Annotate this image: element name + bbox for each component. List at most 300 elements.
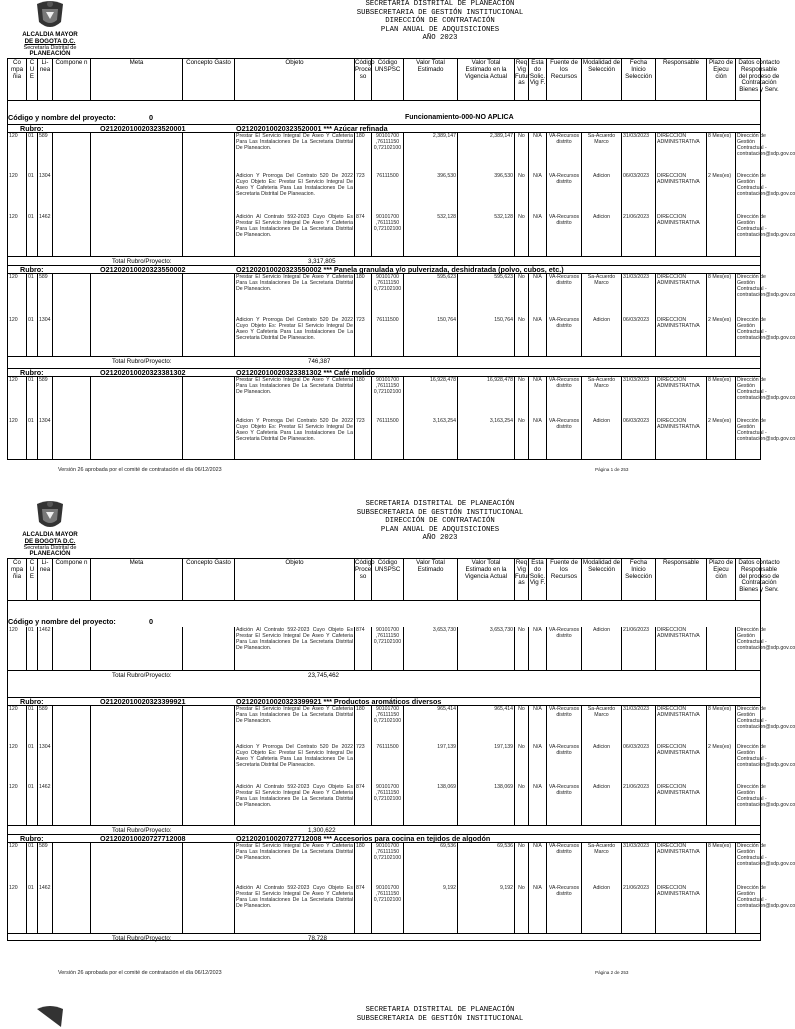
cell-fecha-inicio: 21/06/2023: [623, 627, 649, 633]
column-rule: [354, 173, 355, 214]
column-header-compania: Co mpa ñia: [8, 59, 27, 100]
cell-linea: 1304: [39, 418, 51, 424]
column-header-row: [7, 58, 780, 101]
cell-plazo: 8 Mes(es): [708, 274, 732, 280]
cell-estado-solic: N/A: [533, 418, 542, 424]
report-title-block: [160, 0, 720, 43]
column-rule: [52, 377, 53, 418]
column-rule: [581, 744, 582, 784]
cell-responsable: DIRECCION ADMINISTRATIVA: [657, 214, 700, 226]
bogota-logo: [6, 500, 94, 558]
rubro-header: [8, 265, 760, 274]
cell-codigo-unspsc: 90101700 ,76111150 0,72102100: [373, 274, 402, 292]
cell-fecha-inicio: 21/06/2023: [623, 885, 649, 891]
column-rule: [234, 214, 235, 256]
rubro-header: [8, 697, 760, 706]
column-rule: [90, 885, 91, 933]
cell-plazo: 2 Mes(es): [708, 418, 732, 424]
cell-compania: 120: [9, 133, 18, 139]
cell-estado-solic: N/A: [533, 784, 542, 790]
project-name: Funcionamiento-000-NO APLICA: [405, 114, 514, 121]
cell-modalidad: Adicion: [592, 173, 610, 179]
cell-codigo-proceso: 874: [356, 214, 365, 220]
logo-line-4: PLANEACIÓN: [29, 50, 71, 57]
rubro-header: [8, 124, 760, 133]
column-rule: [621, 274, 622, 317]
cell-valor-vigencia: 2,389,147: [489, 133, 513, 139]
cell-valor-vigencia: 396,530: [494, 173, 513, 179]
cell-fecha-inicio: 21/06/2023: [623, 214, 649, 220]
column-rule: [528, 317, 529, 356]
cell-codigo-unspsc: 90101700 ,76111150 0,72102100: [373, 843, 402, 861]
column-rule: [90, 133, 91, 173]
column-rule: [735, 214, 736, 256]
column-rule: [457, 317, 458, 356]
table-row: [8, 843, 795, 885]
table-row: [8, 744, 795, 784]
column-header-linea: Li- nea: [38, 59, 53, 100]
column-header-codigo-proceso: Código Proce so: [355, 559, 372, 600]
rubro-code: O21202010020323550002: [100, 265, 186, 274]
total-label: Total Rubro/Proyecto:: [112, 935, 172, 942]
cell-req-vig-futuras: No: [518, 885, 525, 891]
cell-req-vig-futuras: No: [518, 784, 525, 790]
column-rule: [26, 133, 27, 173]
cell-valor-total: 532,128: [437, 214, 456, 220]
cell-responsable: DIRECCION ADMINISTRATIVA: [657, 706, 700, 718]
report-title-block: [160, 500, 720, 543]
column-rule: [706, 377, 707, 418]
column-rule: [581, 274, 582, 317]
column-rule: [182, 317, 183, 356]
column-header-datos-contacto: Datos contacto Responsable del proceso de Contratación Bienes y Serv.: [738, 559, 780, 594]
cell-cue: 01: [28, 706, 34, 712]
cell-valor-total: 9,192: [443, 885, 456, 891]
column-rule: [90, 274, 91, 317]
column-rule: [581, 784, 582, 825]
column-header-codigo-proceso: Código Proce so: [355, 59, 372, 100]
cell-estado-solic: N/A: [533, 885, 542, 891]
cell-valor-vigencia: 16,928,478: [487, 377, 513, 383]
column-rule: [457, 173, 458, 214]
column-rule: [621, 627, 622, 670]
column-header-plazo: Plazo de Ejecu ción: [707, 59, 736, 100]
column-rule: [37, 133, 38, 173]
column-rule: [706, 627, 707, 670]
column-rule: [546, 744, 547, 784]
cell-datos-contacto: Dirección de Gestión Contractual - contratacion@sdp.gov.co: [737, 418, 795, 442]
column-rule: [52, 418, 53, 460]
column-rule: [655, 173, 656, 214]
cell-codigo-proceso: 723: [356, 744, 365, 750]
total-label: Total Rubro/Proyecto:: [112, 827, 172, 834]
column-header-codigo-unspsc: Código UNSPSC: [372, 59, 404, 100]
cell-valor-total: 138,069: [437, 784, 456, 790]
title-line: SUBSECRETARIA DE GESTIÓN INSTITUCIONAL: [356, 508, 524, 517]
column-rule: [706, 317, 707, 356]
rubro-header: [8, 834, 760, 843]
column-rule: [371, 274, 372, 317]
column-rule: [528, 418, 529, 460]
cell-codigo-unspsc: 76111500: [376, 744, 399, 750]
cell-modalidad: Adicion: [592, 418, 610, 424]
cell-req-vig-futuras: No: [518, 173, 525, 179]
column-rule: [735, 317, 736, 356]
bogota-logo: [6, 0, 94, 58]
cell-linea: 1462: [39, 214, 51, 220]
column-rule: [371, 317, 372, 356]
coat-of-arms-icon: [33, 500, 67, 532]
column-rule: [52, 885, 53, 933]
column-rule: [546, 173, 547, 214]
cell-fecha-inicio: 31/03/2023: [623, 843, 649, 849]
column-rule: [655, 843, 656, 885]
column-rule: [90, 173, 91, 214]
column-rule: [706, 843, 707, 885]
cell-fuente: VA-Recursos distrito: [548, 843, 580, 855]
column-rule: [655, 706, 656, 744]
column-rule: [371, 744, 372, 784]
column-header-estado-solic: Esta do Solic. Vig F.: [529, 559, 547, 600]
column-rule: [52, 274, 53, 317]
column-rule: [546, 784, 547, 825]
column-rule: [234, 627, 235, 670]
column-rule: [581, 627, 582, 670]
cell-valor-total: 3,163,254: [432, 418, 456, 424]
cell-codigo-unspsc: 90101700 ,76111150 0,72102100: [373, 706, 402, 724]
cell-compania: 120: [9, 418, 18, 424]
column-rule: [621, 377, 622, 418]
cell-responsable: DIRECCION ADMINISTRATIVA: [657, 133, 700, 145]
column-rule: [26, 843, 27, 885]
cell-valor-vigencia: 3,163,254: [489, 418, 513, 424]
column-rule: [528, 133, 529, 173]
column-rule: [735, 627, 736, 670]
column-rule: [546, 274, 547, 317]
column-rule: [457, 706, 458, 744]
cell-fecha-inicio: 31/03/2023: [623, 706, 649, 712]
rubro-header: [8, 368, 760, 377]
cell-codigo-unspsc: 90101700 ,76111150 0,72102100: [373, 377, 402, 395]
column-rule: [621, 133, 622, 173]
column-rule: [354, 627, 355, 670]
column-rule: [514, 274, 515, 317]
column-rule: [621, 317, 622, 356]
column-rule: [706, 214, 707, 256]
cell-valor-total: 3,653,730: [432, 627, 456, 633]
cell-objeto: Adicion Y Prorroga Del Contrato 520 De 2022 Cuyo Objeto Es: Prestar El Servicio Integral De Aseo Y Cafeteria Para Las Instalaciones De La Secretaria Distrital De Planeacion.: [236, 173, 353, 197]
column-rule: [26, 274, 27, 317]
column-rule: [52, 133, 53, 173]
cell-valor-vigencia: 69,536: [497, 843, 513, 849]
column-rule: [514, 418, 515, 460]
rubro-code: O21202010020323520001: [100, 124, 186, 133]
column-rule: [90, 706, 91, 744]
column-rule: [457, 627, 458, 670]
column-rule: [234, 843, 235, 885]
cell-modalidad: Adicion: [592, 784, 610, 790]
column-rule: [581, 214, 582, 256]
cell-codigo-unspsc: 76111500: [376, 173, 399, 179]
cell-datos-contacto: Dirección de Gestión Contractual - contratacion@sdp.gov.co: [737, 627, 795, 651]
column-rule: [514, 627, 515, 670]
cell-req-vig-futuras: No: [518, 843, 525, 849]
project-label: Código y nombre del proyecto: 0: [8, 113, 154, 122]
column-header-cue: C U E: [27, 59, 38, 100]
column-rule: [182, 744, 183, 784]
table-row: [8, 214, 795, 256]
column-rule: [621, 784, 622, 825]
column-rule: [546, 627, 547, 670]
column-rule: [182, 214, 183, 256]
title-line: SECRETARIA DISTRITAL DE PLANEACIÓN: [365, 1006, 515, 1014]
cell-codigo-proceso: 180: [356, 706, 365, 712]
cell-compania: 120: [9, 377, 18, 383]
column-rule: [52, 214, 53, 256]
cell-codigo-proceso: 180: [356, 274, 365, 280]
column-rule: [581, 885, 582, 933]
column-header-req-vig-futuras: Req Vig Futur as: [515, 59, 529, 100]
column-rule: [735, 173, 736, 214]
cell-valor-total: 150,764: [437, 317, 456, 323]
column-rule: [371, 843, 372, 885]
column-rule: [371, 885, 372, 933]
column-rule: [234, 784, 235, 825]
rubro-label: Rubro:: [20, 265, 44, 274]
rubro-label: Rubro:: [20, 368, 44, 377]
column-rule: [37, 377, 38, 418]
title-line: PLAN ANUAL DE ADQUISICIONES: [380, 525, 500, 534]
cell-responsable: DIRECCION ADMINISTRATIVA: [657, 784, 700, 796]
cell-valor-vigencia: 197,139: [494, 744, 513, 750]
total-value: 1,300,622: [308, 827, 336, 834]
cell-modalidad: Sa-Acuerdo Marco: [587, 274, 616, 286]
column-rule: [90, 377, 91, 418]
column-header-row: [7, 558, 780, 601]
column-rule: [621, 843, 622, 885]
column-rule: [52, 843, 53, 885]
column-rule: [706, 744, 707, 784]
column-rule: [26, 706, 27, 744]
column-rule: [90, 627, 91, 670]
cell-linea: 589: [39, 706, 48, 712]
title-line: SECRETARIA DISTRITAL DE PLANEACIÓN: [365, 0, 515, 8]
column-rule: [528, 173, 529, 214]
cell-cue: 01: [28, 317, 34, 323]
cell-objeto: Prestar El Servicio Integral De Aseo Y Cafeteria Para Las Instalaciones De La Secretaria Distrital De Planeacion.: [236, 377, 353, 395]
column-rule: [182, 173, 183, 214]
cell-codigo-unspsc: 90101700 ,76111150 0,72102100: [373, 214, 402, 232]
cell-compania: 120: [9, 843, 18, 849]
column-rule: [735, 744, 736, 784]
column-rule: [403, 843, 404, 885]
cell-req-vig-futuras: No: [518, 133, 525, 139]
column-rule: [403, 377, 404, 418]
page-number: Página 2 de 253: [595, 970, 629, 975]
cell-linea: 1462: [39, 627, 51, 633]
column-rule: [706, 784, 707, 825]
cell-estado-solic: N/A: [533, 133, 542, 139]
column-rule: [735, 133, 736, 173]
column-rule: [26, 317, 27, 356]
column-rule: [234, 744, 235, 784]
total-label: Total Rubro/Proyecto:: [112, 258, 172, 265]
cell-plazo: 2 Mes(es): [708, 317, 732, 323]
cell-fuente: VA-Recursos distrito: [548, 133, 580, 145]
cell-valor-vigencia: 595,623: [494, 274, 513, 280]
cell-plazo: 2 Mes(es): [708, 173, 732, 179]
cell-responsable: DIRECCION ADMINISTRATIVA: [657, 317, 700, 329]
column-rule: [403, 274, 404, 317]
column-rule: [546, 133, 547, 173]
total-label: Total Rubro/Proyecto:: [112, 358, 172, 365]
cell-modalidad: Adicion: [592, 214, 610, 220]
logo-line-2: DE BOGOTA D.C.: [24, 37, 76, 45]
cell-linea: 589: [39, 274, 48, 280]
cell-compania: 120: [9, 627, 18, 633]
cell-compania: 120: [9, 784, 18, 790]
cell-fuente: VA-Recursos distrito: [548, 173, 580, 185]
cell-codigo-proceso: 874: [356, 784, 365, 790]
cell-estado-solic: N/A: [533, 627, 542, 633]
cell-compania: 120: [9, 885, 18, 891]
column-header-valor-total: Valor Total Estimado: [404, 559, 458, 600]
column-rule: [514, 706, 515, 744]
rubro-total-row: [8, 256, 760, 265]
logo-line-1: ALCALDIA MAYOR: [22, 531, 78, 538]
column-rule: [182, 784, 183, 825]
column-rule: [655, 214, 656, 256]
column-rule: [403, 744, 404, 784]
cell-objeto: Prestar El Servicio Integral De Aseo Y Cafeteria Para Las Instalaciones De La Secretaria Distrital De Planeacion.: [236, 843, 353, 861]
cell-fuente: VA-Recursos distrito: [548, 784, 580, 796]
cell-linea: 1304: [39, 744, 51, 750]
cell-objeto: Adicion Y Prorroga Del Contrato 520 De 2022 Cuyo Objeto Es: Prestar El Servicio Integral De Aseo Y Cafeteria Para Las Instalaciones De La Secretaria Distrital De Planeacion.: [236, 418, 353, 442]
column-header-plazo: Plazo de Ejecu ción: [707, 559, 736, 600]
cell-fuente: VA-Recursos distrito: [548, 627, 580, 639]
column-rule: [182, 843, 183, 885]
column-rule: [546, 706, 547, 744]
logo-line-3: Secretaría Distrital de: [23, 545, 77, 551]
column-header-compania: Co mpa ñia: [8, 559, 27, 600]
column-rule: [581, 706, 582, 744]
cell-responsable: DIRECCION ADMINISTRATIVA: [657, 274, 700, 286]
column-rule: [655, 418, 656, 460]
column-rule: [528, 706, 529, 744]
cell-datos-contacto: Dirección de Gestión Contractual - contratacion@sdp.gov.co: [737, 744, 795, 768]
column-rule: [514, 744, 515, 784]
column-header-responsable: Responsable: [656, 559, 707, 600]
column-rule: [26, 377, 27, 418]
column-header-modalidad: Modalidad de Selección: [582, 59, 622, 100]
total-value: 78,728: [308, 935, 327, 942]
cell-valor-vigencia: 532,128: [494, 214, 513, 220]
column-rule: [354, 418, 355, 460]
column-rule: [371, 214, 372, 256]
column-rule: [37, 274, 38, 317]
cell-cue: 01: [28, 173, 34, 179]
cell-estado-solic: N/A: [533, 173, 542, 179]
column-rule: [514, 843, 515, 885]
table-row: [8, 784, 795, 825]
table-row: [8, 885, 795, 933]
cell-cue: 01: [28, 885, 34, 891]
cell-codigo-proceso: 723: [356, 317, 365, 323]
cell-objeto: Adición Al Contrato 592-2023 Cuyo Objeto Es Prestar El Servicio Integral De Aseo Y Cafeteria Para Las Instalaciones De La Secretaria Distrital De Planeacion.: [236, 627, 353, 651]
cell-fuente: VA-Recursos distrito: [548, 317, 580, 329]
cell-valor-total: 16,928,478: [430, 377, 456, 383]
total-label: Total Rubro/Proyecto:: [112, 672, 172, 679]
column-rule: [37, 885, 38, 933]
cell-datos-contacto: Dirección de Gestión Contractual - contratacion@sdp.gov.co: [737, 377, 795, 401]
column-rule: [234, 173, 235, 214]
column-rule: [90, 418, 91, 460]
title-line: SECRETARIA DISTRITAL DE PLANEACIÓN: [365, 500, 515, 508]
column-rule: [403, 784, 404, 825]
column-rule: [735, 418, 736, 460]
column-rule: [37, 214, 38, 256]
cell-fecha-inicio: 31/03/2023: [623, 274, 649, 280]
column-rule: [234, 274, 235, 317]
column-rule: [354, 744, 355, 784]
rubro-description: O21202010020323520001 *** Azúcar refinada: [236, 124, 388, 133]
column-header-componente: Compone n: [53, 59, 91, 100]
column-header-cue: C U E: [27, 559, 38, 600]
cell-compania: 120: [9, 214, 18, 220]
logo-line-1: ALCALDIA MAYOR: [22, 31, 78, 38]
cell-responsable: DIRECCION ADMINISTRATIVA: [657, 377, 700, 389]
cell-req-vig-futuras: No: [518, 744, 525, 750]
rubro-description: O21202010020323550002 *** Panela granulada y/o pulverizada, deshidratada (polvo, cubos, etc.): [236, 265, 564, 274]
cell-valor-vigencia: 965,414: [494, 706, 513, 712]
version-footer: Versión 26 aprobada por el comité de contratación el día 06/12/2023: [58, 467, 222, 473]
table-row: [8, 377, 795, 418]
cell-modalidad: Adicion: [592, 627, 610, 633]
cell-objeto: Adición Al Contrato 592-2023 Cuyo Objeto Es Prestar El Servicio Integral De Aseo Y Cafeteria Para Las Instalaciones De La Secretaria Distrital De Planeacion.: [236, 885, 353, 909]
column-rule: [234, 317, 235, 356]
cell-valor-total: 2,389,147: [432, 133, 456, 139]
column-rule: [655, 133, 656, 173]
cell-valor-total: 197,139: [437, 744, 456, 750]
column-header-fecha-inicio: Fecha Inicio Selección: [622, 59, 656, 100]
column-header-fuente: Fuente de los Recursos: [547, 559, 582, 600]
column-rule: [655, 274, 656, 317]
cell-linea: 1462: [39, 885, 51, 891]
column-rule: [581, 133, 582, 173]
rubro-total-row: [8, 670, 760, 679]
column-rule: [528, 274, 529, 317]
cell-modalidad: Sa-Acuerdo Marco: [587, 706, 616, 718]
cell-fecha-inicio: 06/03/2023: [623, 173, 649, 179]
cell-estado-solic: N/A: [533, 706, 542, 712]
column-rule: [621, 173, 622, 214]
column-rule: [52, 706, 53, 744]
column-rule: [546, 317, 547, 356]
column-header-responsable: Responsable: [656, 59, 707, 100]
cell-estado-solic: N/A: [533, 317, 542, 323]
table-row: [8, 418, 795, 460]
column-rule: [514, 133, 515, 173]
column-rule: [403, 627, 404, 670]
cell-estado-solic: N/A: [533, 214, 542, 220]
column-header-concepto: Concepto Gasto: [183, 59, 235, 100]
column-rule: [655, 784, 656, 825]
column-rule: [457, 744, 458, 784]
cell-objeto: Adicion Y Prorroga Del Contrato 520 De 2022 Cuyo Objeto Es: Prestar El Servicio Integral De Aseo Y Cafeteria Para Las Instalaciones De La Secretaria Distrital De Planeacion.: [236, 744, 353, 768]
total-value: 3,317,805: [308, 258, 336, 265]
column-rule: [528, 843, 529, 885]
column-rule: [90, 214, 91, 256]
